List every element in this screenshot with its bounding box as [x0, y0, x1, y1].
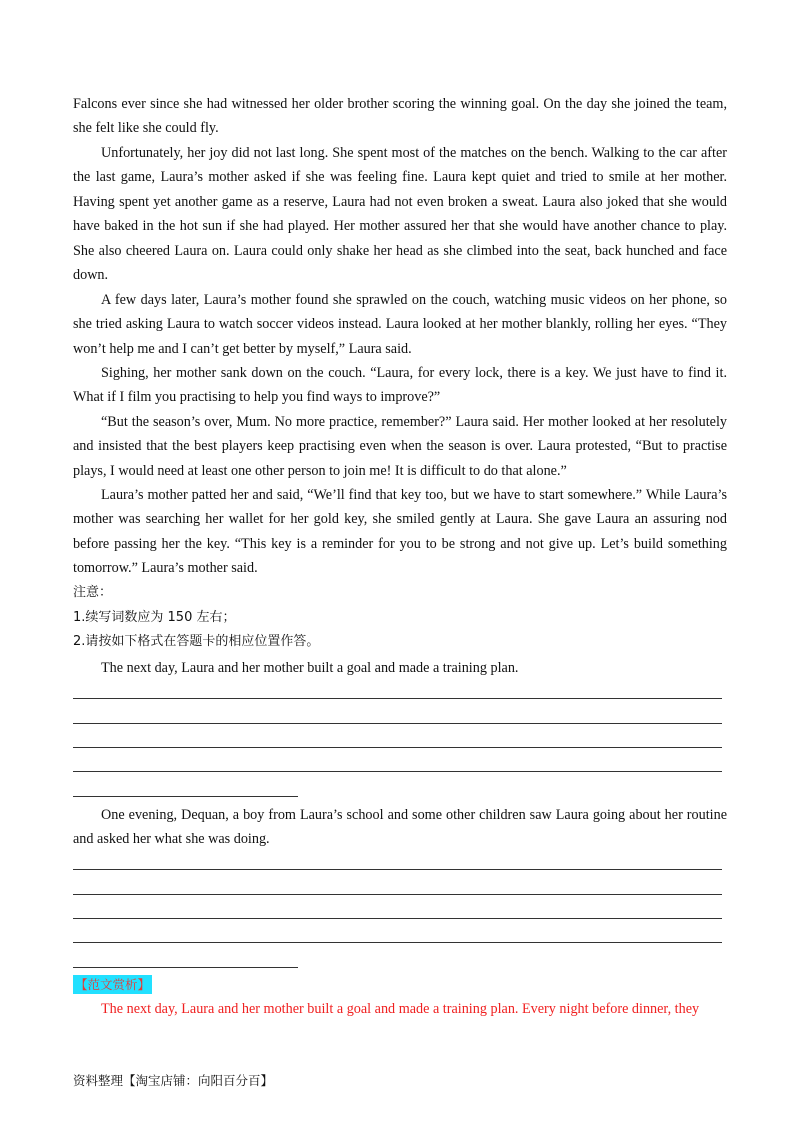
answer-line[interactable] — [73, 771, 722, 772]
answer-line[interactable] — [73, 942, 722, 943]
sample-essay-tag: 【范文赏析】 — [75, 977, 151, 992]
story-paragraph-4: Sighing, her mother sank down on the couch. “Laura, for every lock, there is a key. We just have to find it. What if I film you practising to help you find ways to improve?” — [73, 365, 727, 406]
answer-line[interactable] — [73, 869, 722, 870]
notes-heading: 注意： — [73, 585, 113, 600]
story-paragraph-1: Falcons ever since she had witnessed her older brother scoring the winning goal. On the day she joined the team, she felt like she could fly. — [73, 96, 727, 137]
answer-line[interactable] — [73, 698, 722, 699]
answer-line[interactable] — [73, 967, 298, 968]
answer-line[interactable] — [73, 894, 722, 895]
answer-line[interactable] — [73, 918, 722, 919]
notes-item-2: 2.请按如下格式在答题卡的相应位置作答。 — [73, 634, 320, 649]
story-paragraph-2: Unfortunately, her joy did not last long. She spent most of the matches on the bench. Walking to the car after the last game, Laura’s mother asked if she was feeling fine. Laura kept quiet and tried to smile at her mother. Having spent yet another game as a reserve, Laura had not even broken a sweat. Laura also joked that she would have baked in the hot sun if she had played. Her mother assured her that she would have another chance to play. She also cheered Laura on. Laura could only shake her head as she climbed into the seat, back hunched and face down. — [73, 145, 727, 284]
answer-line[interactable] — [73, 796, 298, 797]
prompt-second: One evening, Dequan, a boy from Laura’s school and some other children saw Laura going about her routine and asked her what she was doing. — [73, 807, 727, 848]
footer-source: 资料整理【淘宝店铺：向阳百分百】 — [73, 1073, 274, 1088]
sample-essay-text: The next day, Laura and her mother built a goal and made a training plan. Every night before dinner, they — [101, 1001, 700, 1017]
notes-item-1: 1.续写词数应为 150 左右； — [73, 610, 236, 625]
answer-line[interactable] — [73, 747, 722, 748]
prompt-first: The next day, Laura and her mother built a goal and made a training plan. — [101, 660, 519, 676]
answer-line[interactable] — [73, 723, 722, 724]
story-paragraph-5: “But the season’s over, Mum. No more practice, remember?” Laura said. Her mother looked at her resolutely and insisted that the best players keep practising even when the season is over. Laura protested, “But to practise plays, I would need at least one other person to join me! It is difficult to do that alone.” — [73, 414, 727, 479]
story-paragraph-3: A few days later, Laura’s mother found she sprawled on the couch, watching music videos on her phone, so she tried asking Laura to watch soccer videos instead. Laura looked at her mother blankly, rolling her eyes. “They won’t help me and I can’t get better by myself,” Laura said. — [73, 292, 727, 357]
story-paragraph-6: Laura’s mother patted her and said, “We’ll find that key too, but we have to start somewhere.” While Laura’s mother was searching her wallet for her gold key, she smiled gently at Laura. She gave Laura an assuring nod before passing her the key. “This key is a reminder for you to be strong and not give up. Let’s build something tomorrow.” Laura’s mother said. — [73, 487, 727, 577]
